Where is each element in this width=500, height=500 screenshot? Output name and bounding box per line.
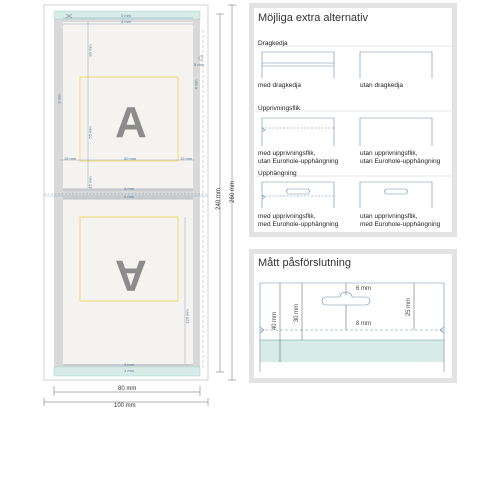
label-left-8mm: 8 mm xyxy=(56,93,62,104)
label-90mm: 90 mm xyxy=(87,44,93,57)
label-50mm: 50 mm xyxy=(124,156,137,161)
label-mid-4mm-a: 4 mm xyxy=(124,186,134,191)
caption-with-zipper: med dragkedja xyxy=(258,82,301,89)
label-corner-5mm: 5 mm xyxy=(194,62,204,67)
section-label-hanging: Upphängning xyxy=(258,170,297,177)
closure-40mm: 40 mm xyxy=(272,311,279,331)
caption-hanging-right-2: med Eurohole-upphängning xyxy=(360,221,441,228)
caption-hanging-left-2: med Eurohole-upphängning xyxy=(258,221,339,228)
label-top-5mm: 5 mm xyxy=(121,13,131,18)
label-mid-4mm-b: 4 mm xyxy=(124,194,134,199)
caption-tear-notch-left-2: utan Eurohole-upphängning xyxy=(258,158,339,165)
front-letter: A xyxy=(115,98,147,147)
width-100mm-label: 100 mm xyxy=(114,403,136,409)
label-55mm: 55 mm xyxy=(87,126,93,139)
label-15mm-left: 15 mm xyxy=(64,156,77,161)
label-15mm-vertical: 15 mm xyxy=(87,176,93,189)
caption-hanging-left-1: med upprivningsflik, xyxy=(258,213,316,220)
label-top-4mm: 4 mm xyxy=(121,19,131,24)
label-120mm: 120 mm xyxy=(184,309,190,324)
caption-tear-notch-left-1: med upprivningsflik, xyxy=(258,150,316,157)
width-80mm-label: 80 mm xyxy=(118,386,137,392)
label-15mm-right: 15 mm xyxy=(180,156,193,161)
label-right-4mm: 4 mm xyxy=(193,79,199,90)
label-bottom-1mm: 1 mm xyxy=(124,368,134,373)
back-letter: A xyxy=(115,251,147,300)
closure-25mm: 25 mm xyxy=(406,297,413,317)
label-bottom-4mm: 4 mm xyxy=(124,362,134,367)
caption-without-zipper: utan dragkedja xyxy=(360,82,404,89)
closure-8mm: 8 mm xyxy=(356,321,371,327)
closure-6mm: 6 mm xyxy=(356,286,371,292)
closure-title: Mått påsförslutning xyxy=(258,257,351,269)
closure-30mm: 30 mm xyxy=(294,303,301,323)
options-title: Möjliga extra alternativ xyxy=(258,12,369,24)
section-label-tear-notch: Upprivningsflik xyxy=(258,105,301,112)
height-240mm-label: 240 mm xyxy=(215,188,222,210)
section-label-zipper: Dragkedja xyxy=(258,40,288,47)
caption-tear-notch-right-2: utan Eurohole-upphängning xyxy=(360,158,441,165)
caption-tear-notch-right-1: utan upprivningsflik, xyxy=(360,150,418,157)
height-260mm-label: 260 mm xyxy=(229,181,236,203)
caption-hanging-right-1: utan upprivningsflik, xyxy=(360,213,418,220)
